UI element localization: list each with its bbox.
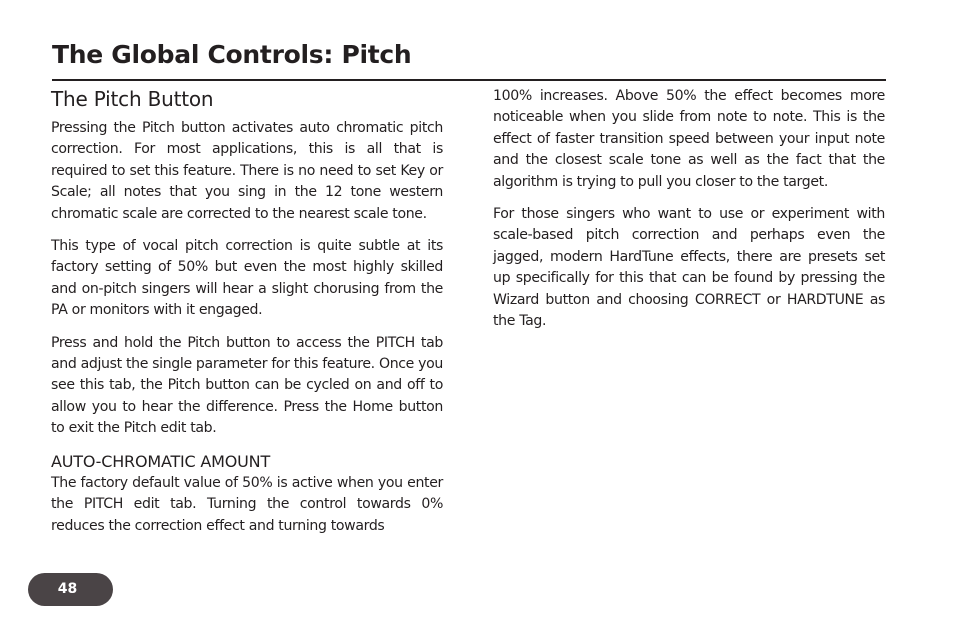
title-divider xyxy=(52,79,886,81)
body-paragraph: This type of vocal pitch correction is quite subtle at its factory setting of 50% but even the most highly skilled and on-pitch singers will hear a slight chorusing from the PA or monitors with it engaged. xyxy=(51,238,443,319)
subheading-auto-chromatic-amount: AUTO-CHROMATIC AMOUNT xyxy=(51,451,271,471)
section-heading-pitch-button: The Pitch Button xyxy=(51,87,214,111)
right-column xyxy=(493,86,885,343)
body-paragraph: The factory default value of 50% is active when you enter the PITCH edit tab. Turning the control towards 0% reduces the correction effect and turning towards xyxy=(51,474,443,534)
body-paragraph: For those singers who want to use or experiment with scale-based pitch correction and perhaps even the jagged, modern HardTune effects, there are presets set up specifically for this that can be found by pressing the Wizard button and choosing CORRECT or HARDTUNE as the Tag. xyxy=(493,206,885,330)
page-number-badge: 48 xyxy=(28,573,113,606)
body-paragraph: 100% increases. Above 50% the effect becomes more noticeable when you slide from note to note. This is the effect of faster transition speed between your input note and the closest scale tone as well as the fact that the algorithm is trying to pull you closer to the target. xyxy=(493,88,885,190)
body-paragraph: Pressing the Pitch button activates auto chromatic pitch correction. For most applications, this is all that is required to set this feature. There is no need to set Key or Scale; all notes that you sing in the 12 tone western chromatic scale are corrected to the nearest scale tone. xyxy=(51,120,443,222)
page-title: The Global Controls: Pitch xyxy=(52,40,412,69)
body-paragraph: Press and hold the Pitch button to access the PITCH tab and adjust the single parameter for this feature. Once you see this tab, the Pitch button can be cycled on and off to allow you to hear the difference. Press the Home button to exit the Pitch edit tab. xyxy=(51,334,443,437)
left-column xyxy=(51,86,443,537)
